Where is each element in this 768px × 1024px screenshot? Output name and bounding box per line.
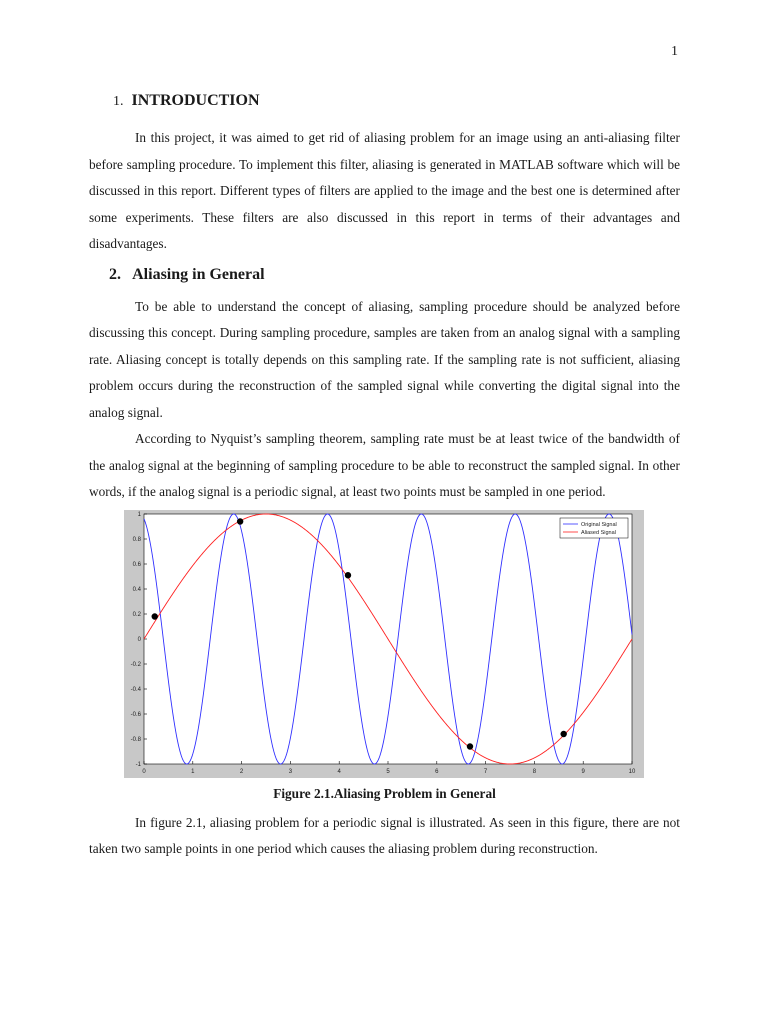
- figure-aliasing-plot: [124, 510, 644, 778]
- figure-caption: Figure 2.1.Aliasing Problem in General: [273, 785, 496, 801]
- aliasing-paragraph-3: In figure 2.1, aliasing problem for a periodic signal is illustrated. As seen in this figure, there are not taken two sample points in one period which causes the aliasing problem during reconstruction.: [89, 814, 680, 856]
- section-1-title: INTRODUCTION: [131, 92, 260, 109]
- section-2-heading: [89, 262, 680, 288]
- section-1-heading: [89, 88, 680, 115]
- x-tick-label: 8: [532, 768, 537, 775]
- intro-paragraph: In this project, it was aimed to get rid of aliasing problem for an image using an anti-aliasing filter before sampling procedure. To implement this filter, aliasing is generated in MATLAB software which will be discussed in this report. Different types of filters are applied to the image and the best one is determined after some experiments. These filters are also discussed in this report in terms of their advantages and disadvantages.: [89, 130, 680, 251]
- y-tick-label: 1: [137, 511, 141, 518]
- section-1-number: 1.: [113, 94, 124, 109]
- x-tick-label: 9: [581, 768, 585, 775]
- y-tick-label: 0.6: [132, 561, 141, 568]
- x-tick-label: 0: [142, 768, 146, 775]
- y-tick-label: 0: [137, 636, 141, 643]
- legend-label: Original Signal: [581, 521, 617, 528]
- sample-point: [560, 730, 566, 736]
- x-tick-label: 6: [435, 768, 439, 775]
- section-2-number: 2.: [109, 265, 121, 283]
- y-tick-label: 0.4: [132, 586, 141, 593]
- section-2-title: Aliasing in General: [132, 265, 265, 283]
- x-tick-label: 3: [288, 768, 293, 775]
- legend-label: Aliased Signal: [581, 529, 616, 536]
- y-tick-label: -1: [135, 761, 141, 768]
- y-tick-label: -0.2: [130, 661, 141, 668]
- aliasing-paragraph-2: According to Nyquist’s sampling theorem, sampling rate must be at least twice of the bandwidth of the analog signal at the beginning of sampling procedure to be able to reconstruct the sampled signal. In other words, if the analog signal is a periodic signal, at least two points must be sampled in one period.: [89, 431, 680, 499]
- y-tick-label: 0.8: [132, 536, 141, 543]
- y-tick-label: -0.4: [130, 686, 141, 693]
- x-tick-label: 2: [239, 768, 244, 775]
- aliasing-chart: [124, 510, 644, 778]
- x-tick-label: 5: [386, 768, 390, 775]
- sample-point: [345, 572, 351, 578]
- y-tick-label: -0.8: [130, 736, 141, 743]
- page-content: [89, 88, 680, 863]
- x-tick-label: 1: [191, 768, 195, 775]
- page-number: 1: [671, 44, 678, 59]
- sample-point: [237, 518, 243, 524]
- y-tick-label: -0.6: [130, 711, 141, 718]
- x-tick-label: 7: [483, 768, 488, 775]
- sample-point: [467, 743, 473, 749]
- aliasing-paragraph-1: To be able to understand the concept of aliasing, sampling procedure should be analyzed before discussing this concept. During sampling procedure, samples are taken from an analog signal with a sampling rate. Aliasing concept is totally depends on this sampling rate. If the sampling rate is not sufficient, aliasing problem occurs during the reconstruction of the sampled signal while converting the digital signal into the analog signal.: [89, 298, 680, 420]
- y-tick-label: 0.2: [132, 611, 141, 618]
- x-tick-label: 10: [628, 768, 636, 775]
- x-tick-label: 4: [337, 768, 341, 775]
- sample-point: [152, 613, 158, 619]
